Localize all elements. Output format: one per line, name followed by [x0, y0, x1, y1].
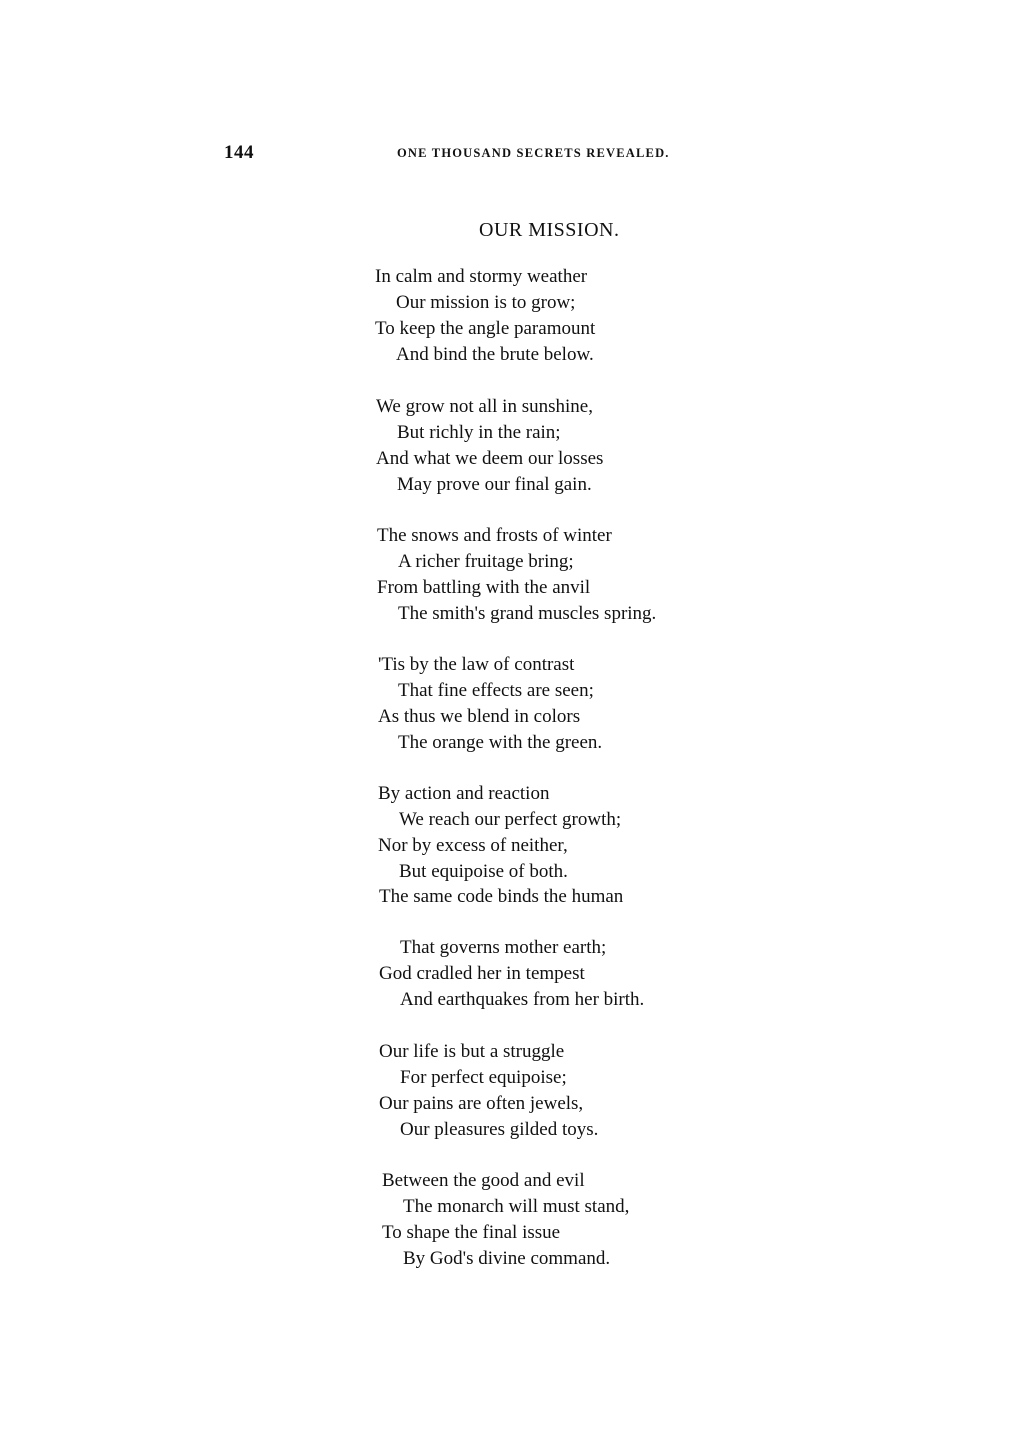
page-number: 144 — [224, 142, 254, 163]
poem-line: To shape the final issue — [382, 1222, 561, 1243]
poem-title: OUR MISSION. — [479, 219, 620, 241]
poem-line: That governs mother earth; — [400, 937, 607, 958]
poem-line: As thus we blend in colors — [378, 706, 581, 727]
poem-line: The snows and frosts of winter — [377, 525, 612, 546]
poem-line: The monarch will must stand, — [403, 1196, 630, 1217]
poem-line: 'Tis by the law of contrast — [378, 654, 575, 675]
poem-line: From battling with the anvil — [377, 577, 591, 598]
poem-line: Our pleasures gilded toys. — [400, 1119, 599, 1140]
poem-line: And what we deem our losses — [376, 448, 604, 469]
poem-line: The orange with the green. — [398, 732, 603, 753]
poem-line: To keep the angle paramount — [375, 318, 596, 339]
poem-line: Between the good and evil — [382, 1170, 585, 1191]
poem-line: We reach our perfect growth; — [399, 809, 622, 830]
poem-line: God cradled her in tempest — [379, 963, 585, 984]
poem-line: We grow not all in sunshine, — [376, 396, 593, 417]
poem-line: That fine effects are seen; — [398, 680, 594, 701]
poem-line: Nor by excess of neither, — [378, 835, 568, 856]
poem-line: For perfect equipoise; — [400, 1067, 567, 1088]
poem-line: And bind the brute below. — [396, 344, 594, 365]
poem-line: The same code binds the human — [379, 886, 624, 907]
poem-line: Our life is but a struggle — [379, 1041, 565, 1062]
poem-line: Our pains are often jewels, — [379, 1093, 584, 1114]
poem-line: But equipoise of both. — [399, 861, 568, 882]
poem-line: By action and reaction — [378, 783, 550, 804]
poem-line: The smith's grand muscles spring. — [398, 603, 657, 624]
poem-line: And earthquakes from her birth. — [400, 989, 645, 1010]
poem-line: By God's divine command. — [403, 1248, 611, 1269]
running-head: ONE THOUSAND SECRETS REVEALED. — [397, 146, 670, 160]
poem-line: But richly in the rain; — [397, 422, 561, 443]
poem-line: May prove our final gain. — [397, 474, 592, 495]
poem-line: A richer fruitage bring; — [398, 551, 574, 572]
poem-line: Our mission is to grow; — [396, 292, 576, 313]
poem-line: In calm and stormy weather — [375, 266, 588, 287]
